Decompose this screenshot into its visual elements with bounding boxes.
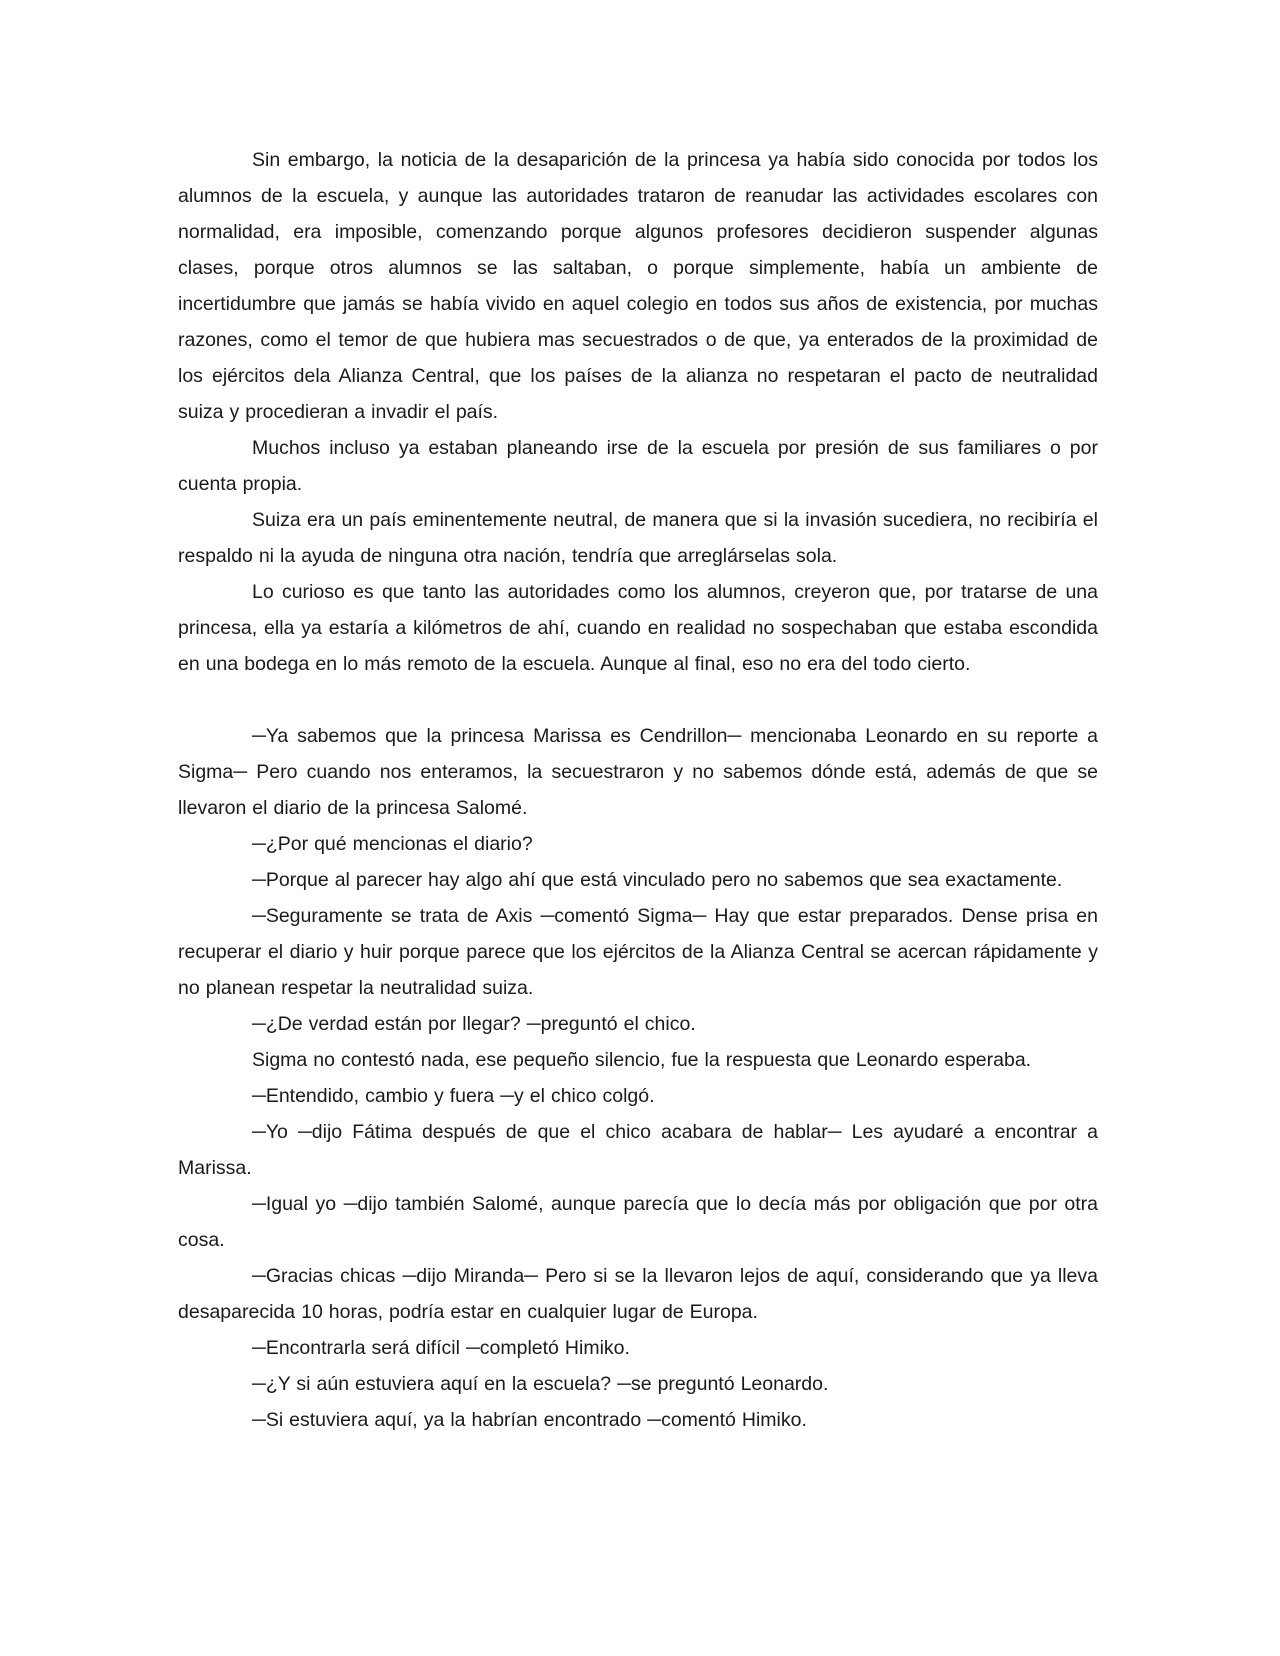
dialogue-line: ─Seguramente se trata de Axis ─comentó Sigma─ Hay que estar preparados. Dense prisa en recuperar el diario y huir porque parece que los ejércitos de la Alianza Central se acercan rápidamente y no planean respetar la neutralidad suiza. [178, 905, 1098, 999]
dialogue-line: ─¿De verdad están por llegar? ─preguntó el chico. [252, 1013, 696, 1035]
dialogue-line: ─¿Y si aún estuviera aquí en la escuela? ─se preguntó Leonardo. [252, 1373, 829, 1395]
document-body [178, 142, 1098, 1438]
dialogue-line: ─Encontrarla será difícil ─completó Himiko. [252, 1337, 630, 1359]
dialogue-line: ─Ya sabemos que la princesa Marissa es Cendrillon─ mencionaba Leonardo en su reporte a Sigma─ Pero cuando nos enteramos, la secuestraron y no sabemos dónde está, además de que se llevaron el diario de la princesa Salomé. [178, 725, 1098, 819]
paragraph: Muchos incluso ya estaban planeando irse de la escuela por presión de sus familiares o por cuenta propia. [178, 437, 1098, 495]
dialogue-line: ─¿Por qué mencionas el diario? [252, 833, 533, 855]
dialogue-line: ─Entendido, cambio y fuera ─y el chico colgó. [252, 1085, 655, 1107]
dialogue-line: ─Si estuviera aquí, ya la habrían encontrado ─comentó Himiko. [252, 1409, 807, 1431]
section-break [178, 682, 1098, 718]
paragraph: Lo curioso es que tanto las autoridades como los alumnos, creyeron que, por tratarse de una princesa, ella ya estaría a kilómetros de ahí, cuando en realidad no sospechaban que estaba escondida en una bodega en lo más remoto de la escuela. Aunque al final, eso no era del todo cierto. [178, 581, 1098, 675]
dialogue-line: Sigma no contestó nada, ese pequeño silencio, fue la respuesta que Leonardo esperaba. [252, 1049, 1032, 1071]
dialogue-line: ─Gracias chicas ─dijo Miranda─ Pero si se la llevaron lejos de aquí, considerando que ya lleva desaparecida 10 horas, podría estar en cualquier lugar de Europa. [178, 1265, 1098, 1323]
paragraph: Suiza era un país eminentemente neutral, de manera que si la invasión sucediera, no recibiría el respaldo ni la ayuda de ninguna otra nación, tendría que arreglárselas sola. [178, 509, 1098, 567]
dialogue-line: ─Yo ─dijo Fátima después de que el chico acabara de hablar─ Les ayudaré a encontrar a Marissa. [178, 1121, 1098, 1179]
dialogue-line: ─Igual yo ─dijo también Salomé, aunque parecía que lo decía más por obligación que por otra cosa. [178, 1193, 1098, 1251]
dialogue-line: ─Porque al parecer hay algo ahí que está vinculado pero no sabemos que sea exactamente. [252, 869, 1063, 891]
paragraph: Sin embargo, la noticia de la desaparición de la princesa ya había sido conocida por todos los alumnos de la escuela, y aunque las autoridades trataron de reanudar las actividades escolares con normalidad, era imposible, comenzando porque algunos profesores decidieron suspender algunas clases, porque otros alumnos se las saltaban, o porque simplemente, había un ambiente de incertidumbre que jamás se había vivido en aquel colegio en todos sus años de existencia, por muchas razones, como el temor de que hubiera mas secuestrados o de que, ya enterados de la proximidad de los ejércitos dela Alianza Central, que los países de la alianza no respetaran el pacto de neutralidad suiza y procedieran a invadir el país. [178, 149, 1098, 423]
